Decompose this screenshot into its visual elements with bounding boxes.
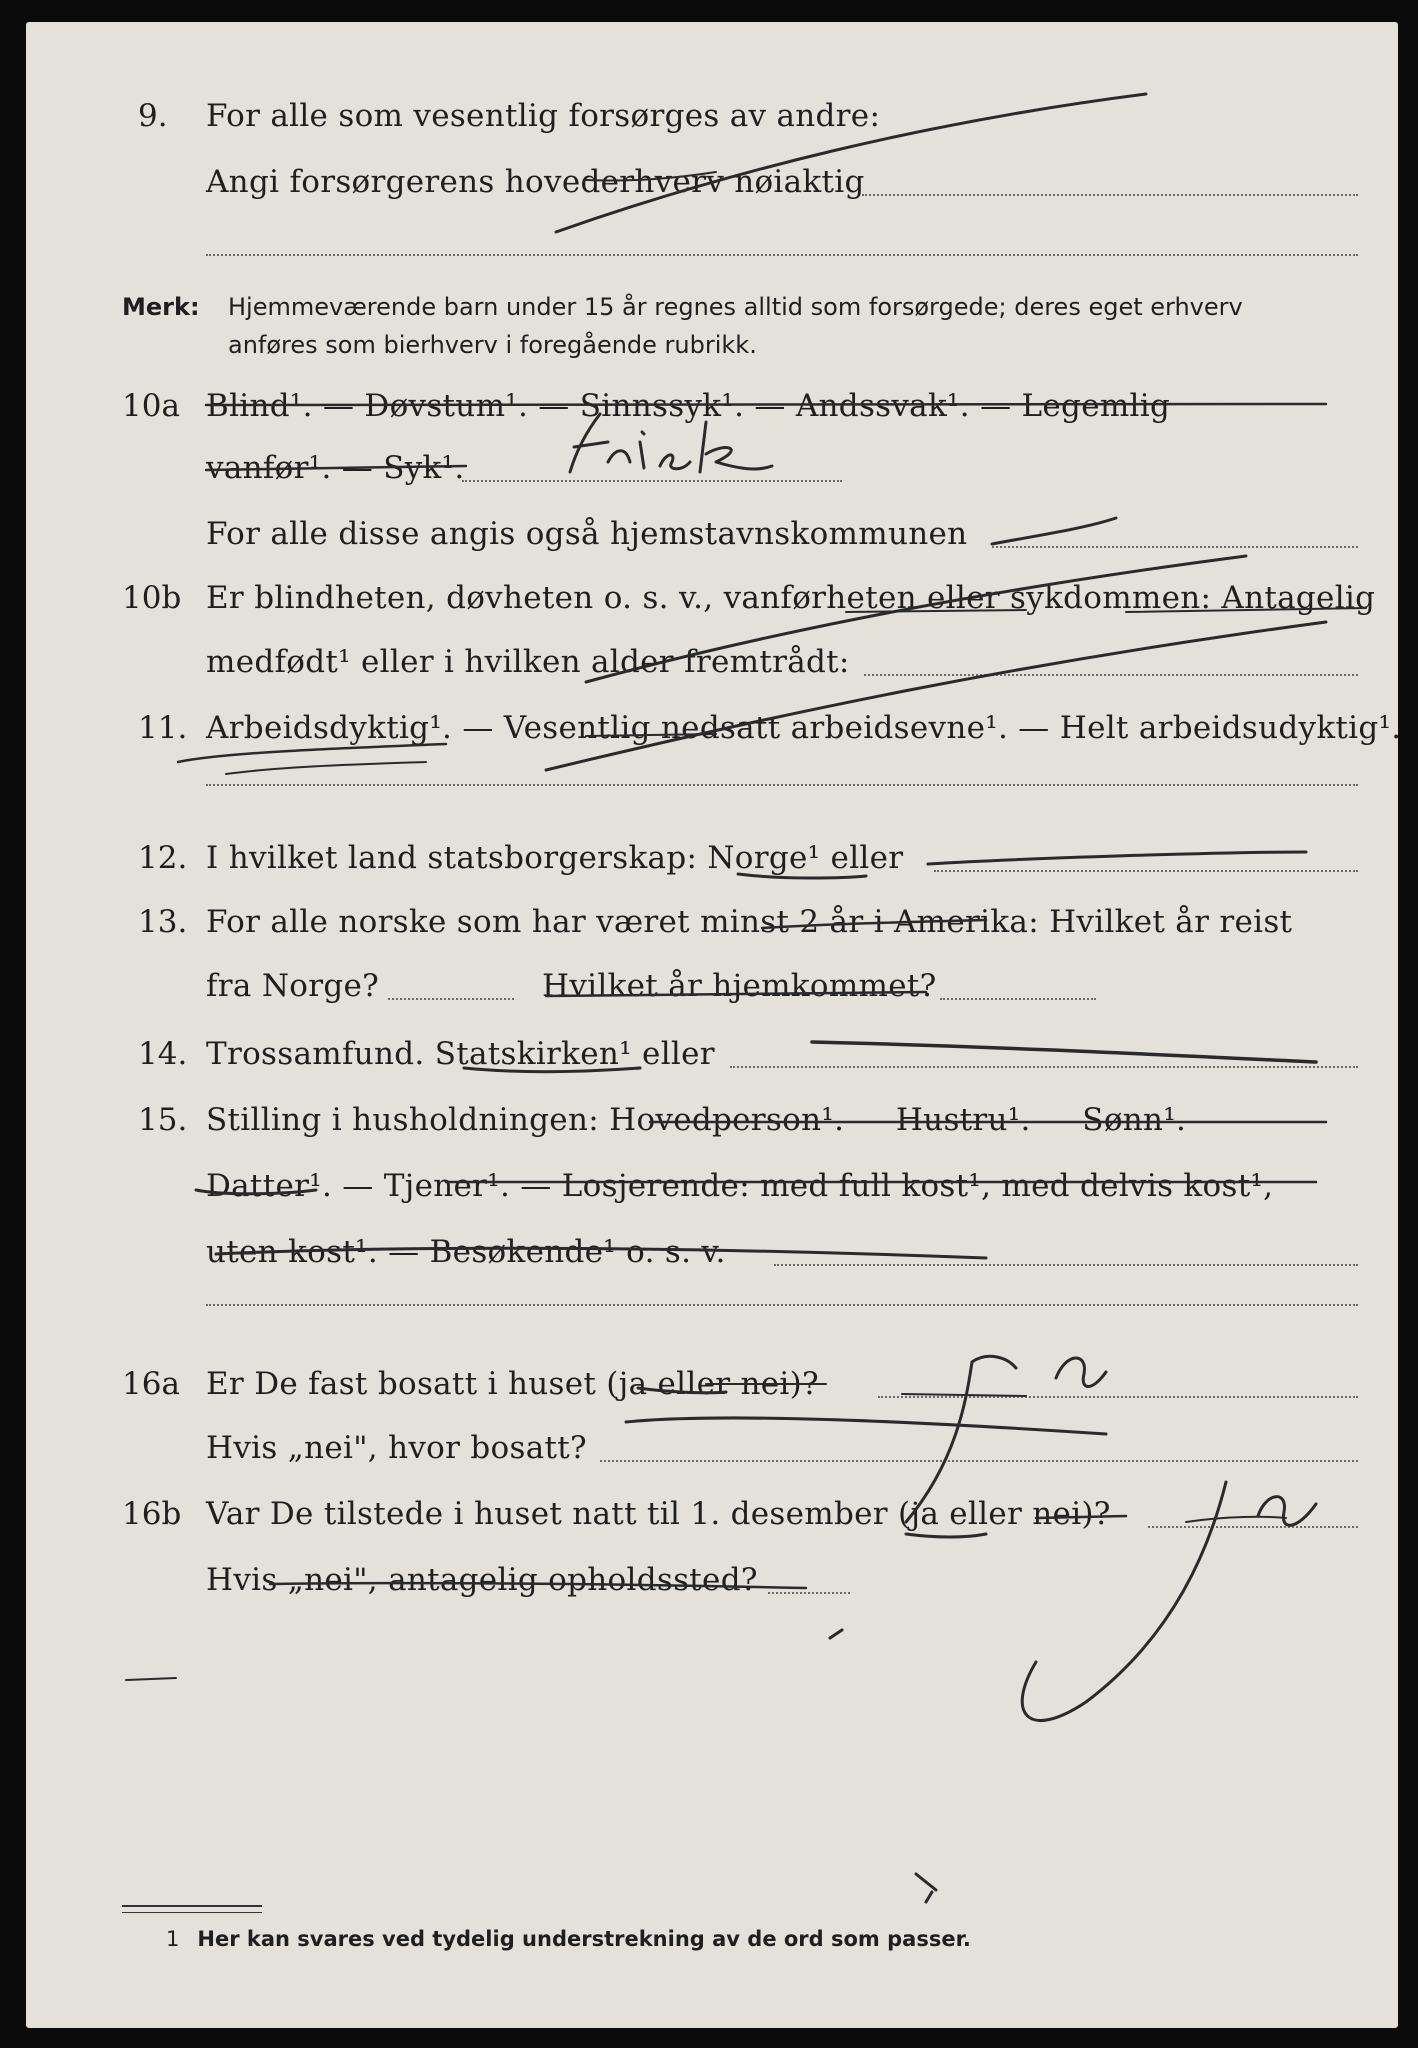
q13-line2b: Hvilket år hjemkommet? <box>542 968 937 1004</box>
q10b-number: 10b <box>122 580 182 616</box>
q13-line1: For alle norske som har været minst 2 år i Amerika: Hvilket år reist <box>206 904 1293 940</box>
q16a-line1: Er De fast bosatt i huset (ja eller nei)? <box>206 1366 819 1402</box>
q16a-number: 16a <box>122 1366 180 1402</box>
merk-line2: anføres som bierhverv i foregående rubrikk. <box>228 331 757 359</box>
q16b-line1: Var De tilstede i huset natt til 1. desember (ja eller nei)? <box>206 1496 1111 1532</box>
census-form-page <box>26 22 1402 2028</box>
q10a-line3: For alle disse angis også hjemstavnskommunen <box>206 516 968 552</box>
footnote <box>166 1927 971 1951</box>
q9-line1: For alle som vesentlig forsørges av andre: <box>206 98 881 134</box>
footnote-rule-thin <box>122 1912 262 1913</box>
footnote-marker: 1 <box>166 1927 180 1951</box>
handwriting-overlay <box>26 22 1398 2028</box>
q10a-number: 10a <box>122 388 180 424</box>
footnote-rule <box>122 1905 262 1907</box>
q15-line3: uten kost¹. — Besøkende¹ o. s. v. <box>206 1234 726 1270</box>
q16a-line2: Hvis „nei", hvor bosatt? <box>206 1430 587 1466</box>
q14-line1: Trossamfund. Statskirken¹ eller <box>206 1036 715 1072</box>
q16b-line2: Hvis „nei", antagelig opholdssted? <box>206 1562 758 1598</box>
q12-line1: I hvilket land statsborgerskap: Norge¹ eller <box>206 840 904 876</box>
merk-label: Merk: <box>122 293 200 321</box>
merk-line1: Hjemmeværende barn under 15 år regnes alltid som forsørgede; deres eget erhverv <box>228 293 1243 321</box>
q13-line2a: fra Norge? <box>206 968 380 1004</box>
q16b-number: 16b <box>122 1496 182 1532</box>
q14-number: 14. <box>138 1036 188 1072</box>
q13-number: 13. <box>138 904 188 940</box>
footnote-text: Her kan svares ved tydelig understrekning av de ord som passer. <box>197 1927 971 1951</box>
q9-line2: Angi forsørgerens hovederhverv nøiaktig <box>206 164 865 200</box>
q9-number: 9. <box>138 98 168 134</box>
q15-number: 15. <box>138 1102 188 1138</box>
q11-number: 11. <box>138 710 188 746</box>
q10a-line1: Blind¹. — Døvstum¹. — Sinnssyk¹. — Andssvak¹. — Legemlig <box>206 388 1171 424</box>
q15-line2: Datter¹. — Tjener¹. — Losjerende: med full kost¹, med delvis kost¹, <box>206 1168 1274 1204</box>
q12-number: 12. <box>138 840 188 876</box>
q11-line1: Arbeidsdyktig¹. — Vesentlig nedsatt arbeidsevne¹. — Helt arbeidsudyktig¹. <box>206 710 1402 746</box>
q10b-line2: medfødt¹ eller i hvilken alder fremtrådt: <box>206 644 850 680</box>
q10b-line1: Er blindheten, døvheten o. s. v., vanførheten eller sykdommen: Antagelig <box>206 580 1376 616</box>
q15-line1: Stilling i husholdningen: Hovedperson¹. — Hustru¹. — Sønn¹. — <box>206 1102 1228 1138</box>
q10a-line2: vanfør¹. — Syk¹. <box>206 450 465 486</box>
